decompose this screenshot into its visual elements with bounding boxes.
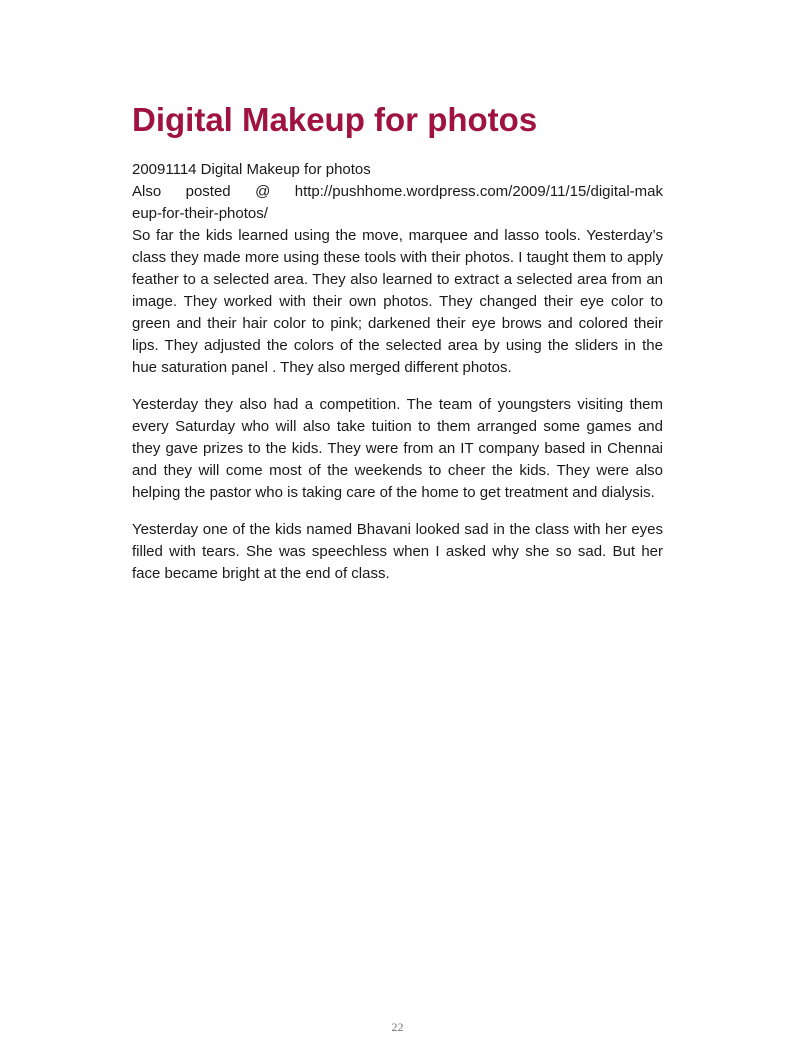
also-posted-line: Also posted @ http://pushhome.wordpress.com/2009/11/15/digital-mak <box>132 183 663 200</box>
paragraph-competition: Yesterday they also had a competition. The team of youngsters visiting them every Saturday who will also take tuition to them arranged some games and they gave prizes to the kids. They were from an IT company based in Chennai and they will come most of the weekends to cheer the kids. They were also helping the pastor who is taking care of the home to get treatment and dialysis. <box>132 396 663 501</box>
paragraph-tools: So far the kids learned using the move, marquee and lasso tools. Yesterday’s class they made more using these tools with their photos. I taught them to apply feather to a selected area. They also learned to extract a selected area from an image. They worked with their own photos. They changed their eye color to green and their hair color to pink; darkened their eye brows and colored their lips. They adjusted the colors of the selected area by using the sliders in the hue saturation panel . They also merged different photos. <box>132 227 663 376</box>
article-body <box>132 100 663 600</box>
paragraph-bhavani: Yesterday one of the kids named Bhavani looked sad in the class with her eyes filled with tears. She was speechless when I asked why she so sad. But her face became bright at the end of class. <box>132 521 663 582</box>
page-number: 22 <box>391 1020 404 1034</box>
also-posted-line-continued: eup-for-their-photos/ <box>132 205 268 222</box>
page-title: Digital Makeup for photos <box>132 101 538 138</box>
date-line: 20091114 Digital Makeup for photos <box>132 161 371 178</box>
